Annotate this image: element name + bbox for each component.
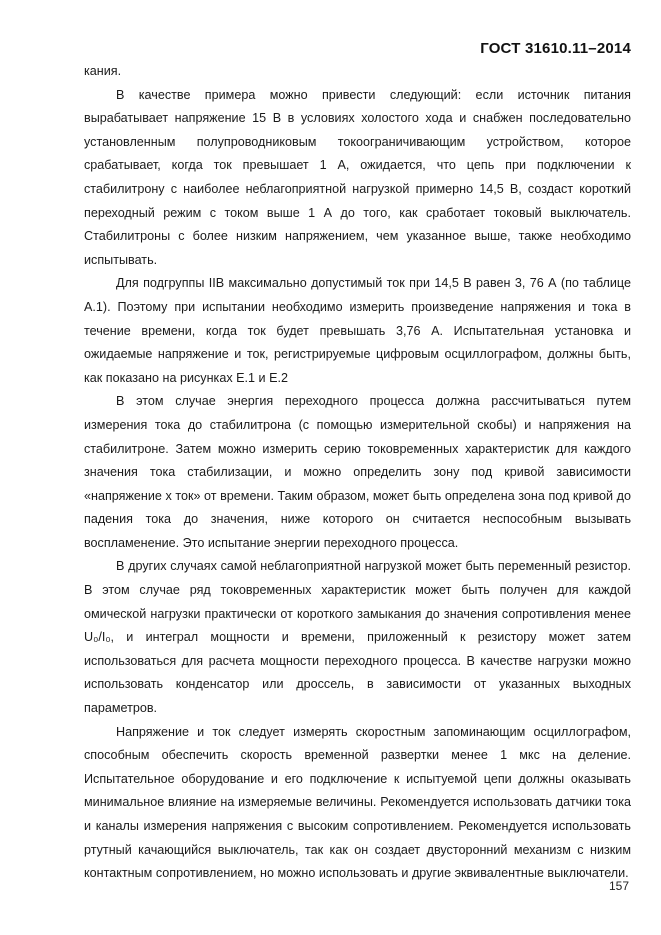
paragraph-subgroup-iib: Для подгруппы IIB максимально допустимый ток при 14,5 В равен 3, 76 А (по таблице А.1). Поэтому при испытании необходимо измерить произведение напряжения и тока в течение времени, когда ток будет превышать 3,76 А. Испытательная установка и ожидаемые напряжение и ток, регистрируемые цифровым осциллографом, должны быть, как показано на рисунках Е.1 и Е.2: [84, 276, 631, 385]
paragraph-example: В качестве примера можно привести следующий: если источник питания вырабатывает напряжение 15 В в условиях холостого хода и снабжен последовательно установленным полупроводниковым токоограничивающим устройством, которое срабатывает, когда ток превышает 1 А, ожидается, что цепь при подключении к стабилитрону с наиболее неблагоприятной нагрузкой примерно 14,5 В, создаст короткий переходный режим с током выше 1 А до того, как сработает токовый выключатель. Стабилитроны с более низким напряжением, чем указанное выше, также необходимо испытывать.: [84, 87, 631, 267]
paragraph-oscilloscope: Напряжение и ток следует измерять скоростным запоминающим осциллографом, способным обеспечить скорость временной развертки менее 1 мкс на деление. Испытательное оборудование и его подключение к испытуемой цепи должны оказывать минимальное влияние на измеряемые величины. Рекомендуется использовать датчики тока и каналы измерения напряжения с высоким сопротивлением. Рекомендуется использовать ртутный качающийся выключатель, так как он создает двусторонний механизм с низким контактным сопротивлением, но можно использовать и другие эквивалентные выключатели.: [84, 724, 631, 881]
paragraph-transient-energy: В этом случае энергия переходного процесса должна рассчитываться путем измерения тока до стабилитрона (с помощью измерительной скобы) и напряжения на стабилитроне. Затем можно измерить серию токовременных характеристик для каждого значения тока стабилизации, и можно определить зону под кривой зависимости «напряжение х ток» от времени. Таким образом, может быть определена зона под кривой до падения тока до значения, ниже которого он считается неспособным вызывать воспламенение. Это испытание энергии переходного процесса.: [84, 394, 631, 550]
page-body: [84, 60, 631, 886]
document-header: ГОСТ 31610.11–2014: [480, 40, 631, 57]
paragraph-continuation: кания.: [84, 64, 122, 78]
paragraph-variable-resistor: В других случаях самой неблагоприятной нагрузкой может быть переменный резистор. В этом случае ряд токовременных характеристик может быть получен для каждой омической нагрузки практически от короткого замыкания до значения сопротивления менее U₀/I₀, и интеграл мощности и времени, приложенный к резистору может затем использоваться для расчета мощности переходного процесса. В качестве нагрузки можно использовать конденсатор или дроссель, в зависимости от указанных выходных параметров.: [84, 559, 631, 716]
page-number: 157: [608, 879, 629, 893]
